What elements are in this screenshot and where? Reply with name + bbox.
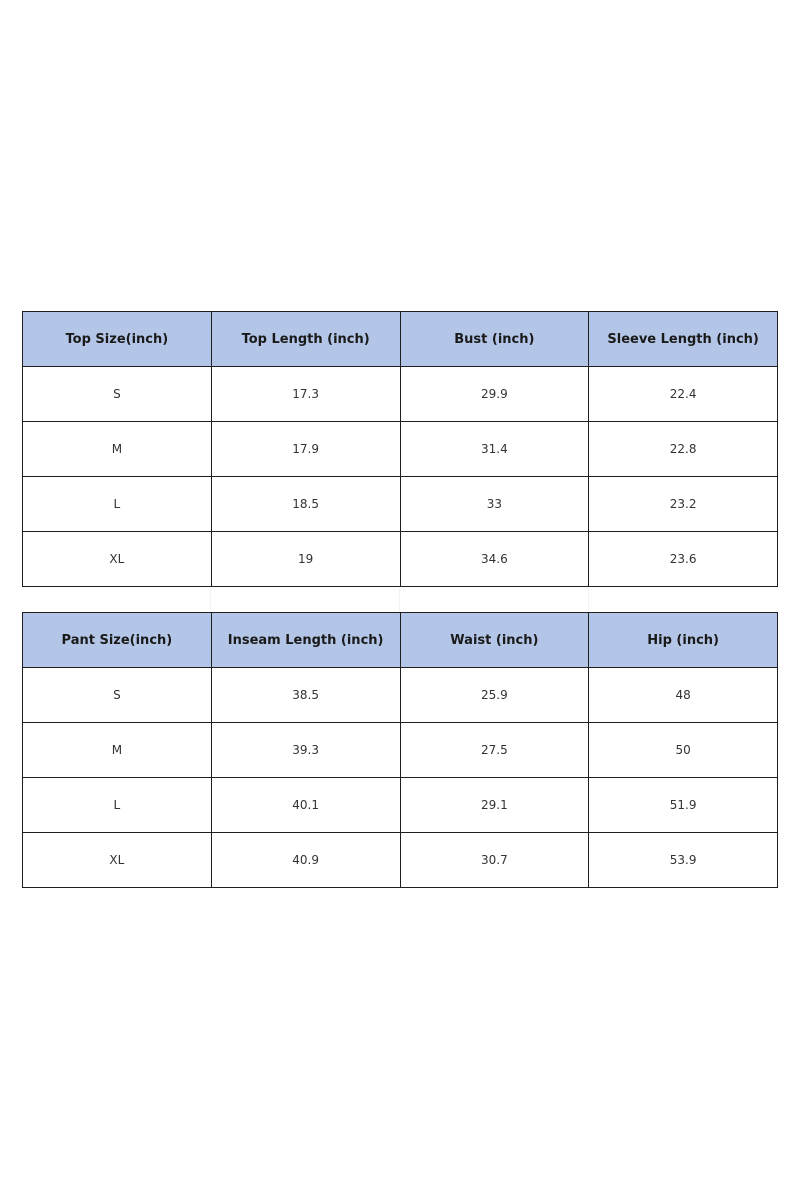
table-row <box>23 532 778 587</box>
top-size-table <box>22 311 778 587</box>
table-cell: 50 <box>589 723 778 778</box>
column-header: Sleeve Length (inch) <box>589 312 778 367</box>
table-cell: S <box>23 367 212 422</box>
table-cell: 33 <box>400 477 589 532</box>
table-cell: 40.9 <box>211 833 400 888</box>
column-header: Inseam Length (inch) <box>211 613 400 668</box>
table-cell: 23.2 <box>589 477 778 532</box>
table-separator <box>22 588 778 612</box>
table-cell: 22.4 <box>589 367 778 422</box>
table-cell: 22.8 <box>589 422 778 477</box>
table-cell: 48 <box>589 668 778 723</box>
table-cell: M <box>23 422 212 477</box>
table-row <box>23 778 778 833</box>
table-row <box>23 422 778 477</box>
table-cell: 25.9 <box>400 668 589 723</box>
table-row <box>23 723 778 778</box>
table-cell: 23.6 <box>589 532 778 587</box>
table-cell: 53.9 <box>589 833 778 888</box>
table-cell: 30.7 <box>400 833 589 888</box>
table-row <box>23 833 778 888</box>
table-row <box>23 668 778 723</box>
table-cell: 27.5 <box>400 723 589 778</box>
table-cell: 39.3 <box>211 723 400 778</box>
column-header: Pant Size(inch) <box>23 613 212 668</box>
separator-line <box>210 588 211 612</box>
table-cell: XL <box>23 532 212 587</box>
table-cell: 51.9 <box>589 778 778 833</box>
table-cell: 17.3 <box>211 367 400 422</box>
table-cell: 40.1 <box>211 778 400 833</box>
table-cell: L <box>23 477 212 532</box>
column-header: Top Size(inch) <box>23 312 212 367</box>
table-cell: 19 <box>211 532 400 587</box>
table-header-row <box>23 613 778 668</box>
table-cell: L <box>23 778 212 833</box>
column-header: Waist (inch) <box>400 613 589 668</box>
table-cell: 17.9 <box>211 422 400 477</box>
table-header-row <box>23 312 778 367</box>
column-header: Hip (inch) <box>589 613 778 668</box>
table-cell: 38.5 <box>211 668 400 723</box>
column-header: Top Length (inch) <box>211 312 400 367</box>
table-cell: 34.6 <box>400 532 589 587</box>
column-header: Bust (inch) <box>400 312 589 367</box>
table-cell: 29.1 <box>400 778 589 833</box>
table-row <box>23 367 778 422</box>
table-cell: 31.4 <box>400 422 589 477</box>
table-cell: M <box>23 723 212 778</box>
table-cell: S <box>23 668 212 723</box>
table-row <box>23 477 778 532</box>
table-cell: 29.9 <box>400 367 589 422</box>
separator-line <box>399 588 400 612</box>
table-cell: 18.5 <box>211 477 400 532</box>
pant-size-table <box>22 612 778 888</box>
separator-line <box>588 588 589 612</box>
table-cell: XL <box>23 833 212 888</box>
